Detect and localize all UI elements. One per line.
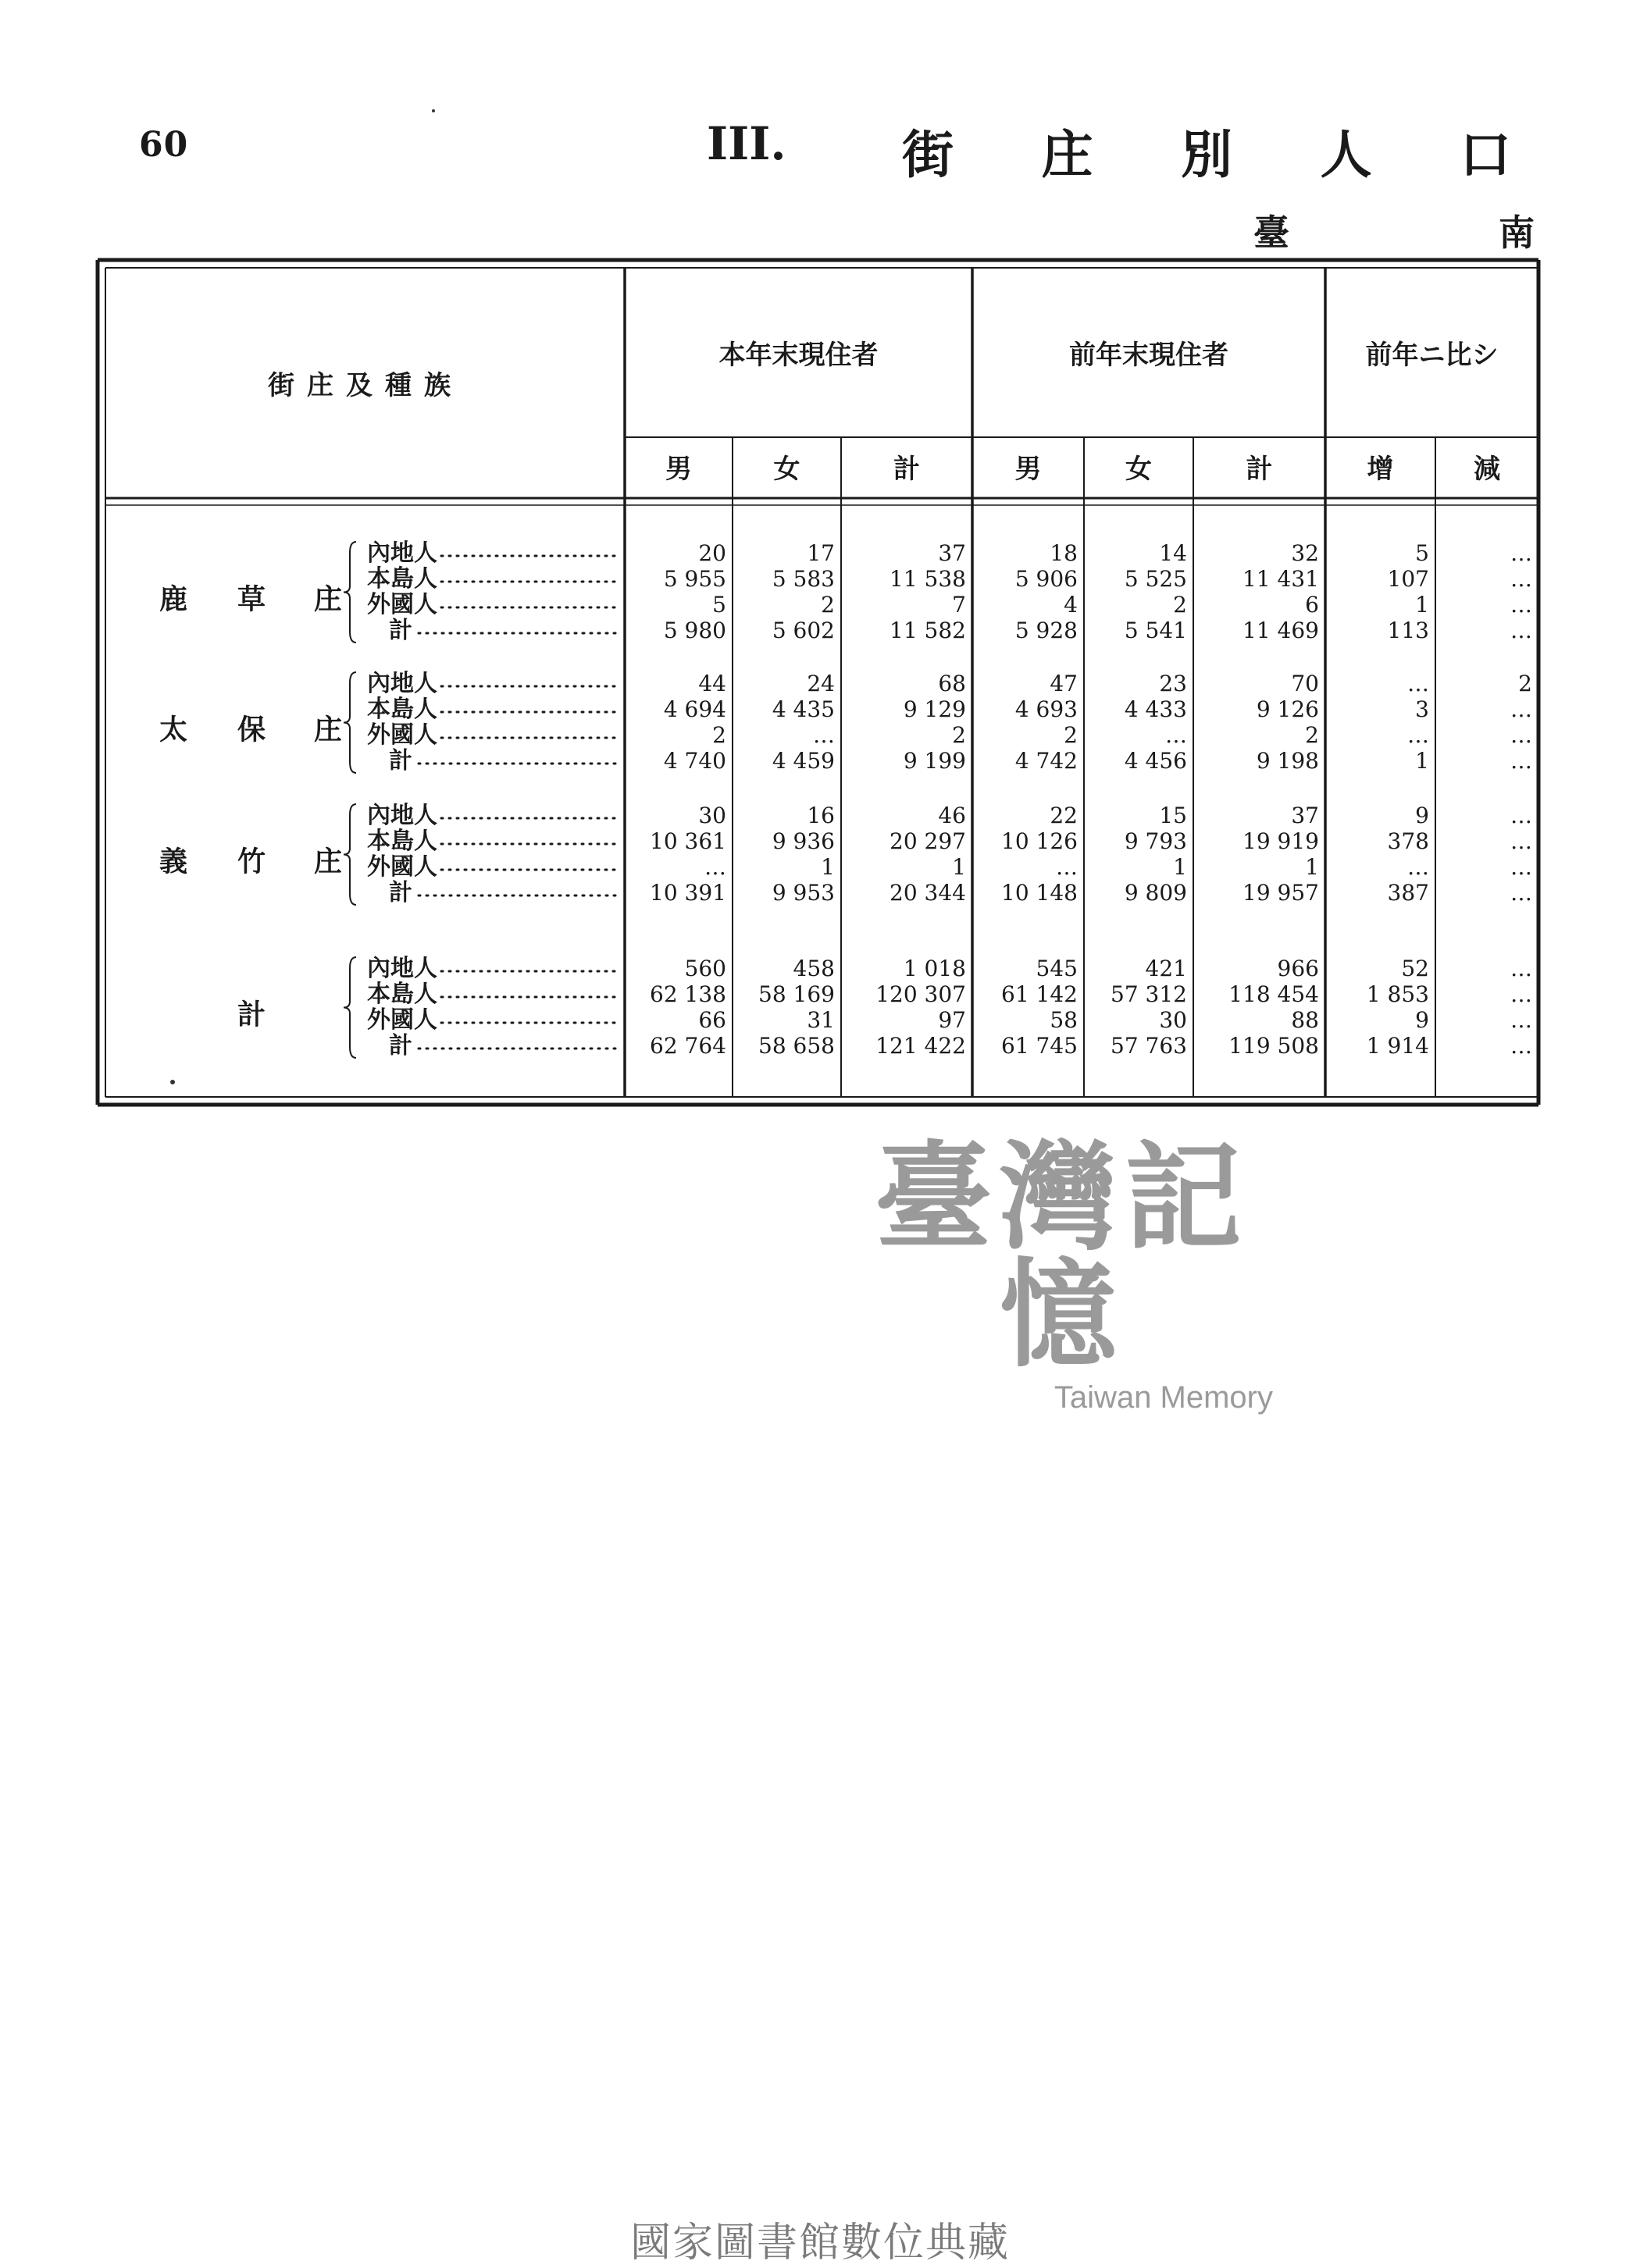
table-cell-value: 1 bbox=[821, 854, 835, 880]
table-cell-value: 30 bbox=[698, 803, 726, 828]
column-subheader: 增 bbox=[1367, 454, 1394, 485]
table-cell-value: 421 bbox=[1145, 956, 1187, 981]
section-name: 計 bbox=[237, 998, 266, 1031]
table-cell-value: … bbox=[1510, 981, 1532, 1007]
column-subheader: 女 bbox=[773, 454, 800, 485]
table-cell-value: 2 bbox=[1305, 722, 1319, 748]
table-cell-value: 107 bbox=[1387, 566, 1429, 592]
table-cell-value: 19 919 bbox=[1242, 828, 1319, 854]
table-cell-value: … bbox=[1510, 540, 1532, 566]
table-cell-value: 20 344 bbox=[890, 880, 966, 906]
table-cell-value: 11 582 bbox=[890, 618, 966, 643]
table-cell-value: 4 433 bbox=[1124, 696, 1187, 722]
table-cell-value: 20 bbox=[698, 540, 726, 566]
table-cell-value: … bbox=[1510, 748, 1532, 774]
table-cell-value: 6 bbox=[1305, 592, 1319, 618]
page-number: 60 bbox=[139, 125, 189, 165]
prefecture-char: 臺 bbox=[1253, 212, 1289, 254]
section-title-char: 別 bbox=[1181, 124, 1232, 185]
section-title-char: 口 bbox=[1460, 124, 1511, 185]
table-cell-value: 9 936 bbox=[772, 828, 835, 854]
table-cell-value: 16 bbox=[807, 803, 835, 828]
table-cell-value: 44 bbox=[698, 671, 726, 696]
prefecture-label bbox=[1253, 205, 1535, 256]
section-name-char: 草 bbox=[237, 582, 266, 616]
table-cell-value: 46 bbox=[938, 803, 966, 828]
table-cell-value: 2 bbox=[1173, 592, 1187, 618]
row-label: 本島人 bbox=[367, 565, 437, 593]
row-group-brace bbox=[344, 804, 356, 905]
table-cell-value: 121 422 bbox=[875, 1033, 966, 1059]
table-cell-value: 5 bbox=[712, 592, 726, 618]
table-cell-value: 10 391 bbox=[650, 880, 726, 906]
table-cell-value: 2 bbox=[1518, 671, 1532, 696]
table-cell-value: 118 454 bbox=[1228, 981, 1319, 1007]
table-cell-value: … bbox=[704, 854, 726, 880]
table-cell-value: … bbox=[1407, 722, 1429, 748]
table-cell-value: 2 bbox=[1064, 722, 1078, 748]
table-cell-value: 4 459 bbox=[772, 748, 835, 774]
table-cell-value: 10 361 bbox=[650, 828, 726, 854]
table-cell-value: 9 793 bbox=[1124, 828, 1187, 854]
table-cell-value: 545 bbox=[1036, 956, 1078, 981]
row-group-brace bbox=[344, 542, 356, 643]
table-cell-value: 4 435 bbox=[772, 696, 835, 722]
column-subheader: 男 bbox=[665, 454, 692, 485]
table-cell-value: 62 138 bbox=[650, 981, 726, 1007]
watermark-logo bbox=[820, 1130, 1304, 1415]
table-cell-value: … bbox=[1510, 854, 1532, 880]
row-label: 內地人 bbox=[367, 802, 437, 829]
table-cell-value: 5 955 bbox=[663, 566, 726, 592]
table-cell-value: 5 541 bbox=[1124, 618, 1187, 643]
row-label: 外國人 bbox=[367, 1006, 437, 1034]
table-cell-value: … bbox=[813, 722, 835, 748]
section-name-char: 竹 bbox=[237, 845, 266, 878]
table-cell-value: … bbox=[1510, 1007, 1532, 1033]
column-subheader: 計 bbox=[1246, 454, 1273, 485]
table-cell-value: 4 693 bbox=[1014, 696, 1078, 722]
table-cell-value: 5 980 bbox=[663, 618, 726, 643]
table-cell-value: 17 bbox=[807, 540, 835, 566]
table-cell-value: 24 bbox=[807, 671, 835, 696]
row-header-label-char: 族 bbox=[424, 370, 451, 401]
column-subheader: 計 bbox=[893, 454, 920, 485]
table-cell-value: 4 bbox=[1064, 592, 1078, 618]
table-cell-value: 1 853 bbox=[1366, 981, 1429, 1007]
table-cell-value: 3 bbox=[1415, 696, 1429, 722]
table-cell-value: … bbox=[1510, 880, 1532, 906]
row-label: 計 bbox=[389, 1032, 412, 1059]
table-cell-value: … bbox=[1056, 854, 1078, 880]
table-cell-value: 97 bbox=[938, 1007, 966, 1033]
column-group-header: 前年末現住者 bbox=[1069, 340, 1228, 371]
table-cell-value: 1 bbox=[1415, 592, 1429, 618]
table-cell-value: 62 764 bbox=[650, 1033, 726, 1059]
table-cell-value: … bbox=[1407, 671, 1429, 696]
stray-dot bbox=[432, 109, 435, 112]
table-cell-value: 5 602 bbox=[772, 618, 835, 643]
table-cell-value: 4 742 bbox=[1014, 748, 1078, 774]
table-cell-value: 57 312 bbox=[1111, 981, 1187, 1007]
row-label: 本島人 bbox=[367, 828, 437, 855]
section-title-char: 庄 bbox=[1041, 124, 1093, 185]
row-label: 外國人 bbox=[367, 721, 437, 749]
table-cell-value: 23 bbox=[1159, 671, 1187, 696]
column-group-header: 前年ニ比シ bbox=[1365, 340, 1499, 371]
table-cell-value: 58 bbox=[1050, 1007, 1078, 1033]
table-cell-value: 7 bbox=[952, 592, 966, 618]
table-cell-value: … bbox=[1510, 566, 1532, 592]
row-label: 計 bbox=[389, 617, 412, 644]
column-group-header: 本年末現住者 bbox=[718, 340, 879, 371]
table-cell-value: 5 928 bbox=[1014, 618, 1078, 643]
section-name-char: 庄 bbox=[313, 713, 343, 746]
table-cell-value: 66 bbox=[698, 1007, 726, 1033]
table-cell-value: 378 bbox=[1387, 828, 1429, 854]
table-cell-value: 2 bbox=[952, 722, 966, 748]
table-cell-value: 22 bbox=[1050, 803, 1078, 828]
section-name-char: 保 bbox=[237, 713, 266, 746]
section-name-char: 鹿 bbox=[159, 582, 188, 616]
table-cell-value: 70 bbox=[1291, 671, 1319, 696]
table-cell-value: … bbox=[1510, 956, 1532, 981]
row-header-label-char: 庄 bbox=[307, 370, 333, 401]
table-cell-value: 18 bbox=[1050, 540, 1078, 566]
table-cell-value: 11 538 bbox=[890, 566, 966, 592]
table-cell-value: 10 148 bbox=[1001, 880, 1078, 906]
row-header-label-char: 及 bbox=[346, 370, 373, 401]
section-numeral: III. bbox=[707, 117, 786, 170]
table-cell-value: 1 bbox=[1305, 854, 1319, 880]
table-cell-value: 4 456 bbox=[1124, 748, 1187, 774]
table-cell-value: 113 bbox=[1387, 618, 1429, 643]
table-cell-value: 19 957 bbox=[1242, 880, 1319, 906]
table-cell-value: 61 142 bbox=[1001, 981, 1078, 1007]
row-group-brace bbox=[344, 672, 356, 773]
table-cell-value: 30 bbox=[1159, 1007, 1187, 1033]
table-cell-value: … bbox=[1407, 854, 1429, 880]
section-title-char: 街 bbox=[902, 124, 954, 185]
prefecture-char: 南 bbox=[1499, 212, 1535, 254]
table-cell-value: 560 bbox=[684, 956, 726, 981]
column-subheader: 男 bbox=[1014, 454, 1042, 485]
table-cell-value: 966 bbox=[1277, 956, 1319, 981]
table-cell-value: 458 bbox=[793, 956, 835, 981]
table-cell-value: 68 bbox=[938, 671, 966, 696]
table-cell-value: 11 431 bbox=[1242, 566, 1319, 592]
row-label: 內地人 bbox=[367, 670, 437, 697]
table-cell-value: 20 297 bbox=[890, 828, 966, 854]
table-cell-value: … bbox=[1510, 618, 1532, 643]
table-cell-value: … bbox=[1510, 592, 1532, 618]
table-cell-value: 9 126 bbox=[1256, 696, 1319, 722]
row-label: 內地人 bbox=[367, 539, 437, 567]
table-cell-value: … bbox=[1510, 828, 1532, 854]
row-header-label-char: 種 bbox=[385, 370, 412, 401]
section-title bbox=[902, 113, 1511, 187]
table-cell-value: … bbox=[1165, 722, 1187, 748]
watermark-sub: Taiwan Memory bbox=[1054, 1380, 1273, 1415]
table-cell-value: 1 bbox=[1173, 854, 1187, 880]
table-cell-value: 2 bbox=[712, 722, 726, 748]
table-cell-value: 9 bbox=[1415, 803, 1429, 828]
table-cell-value: 1 bbox=[1415, 748, 1429, 774]
table-cell-value: 58 658 bbox=[758, 1033, 835, 1059]
stray-dot bbox=[170, 1080, 175, 1084]
table-cell-value: 11 469 bbox=[1242, 618, 1319, 643]
column-subheader: 女 bbox=[1125, 454, 1152, 485]
watermark-main: 臺灣記憶 bbox=[874, 1130, 1250, 1383]
section-name-char: 義 bbox=[159, 845, 188, 878]
table-cell-value: 120 307 bbox=[875, 981, 966, 1007]
row-label: 本島人 bbox=[367, 696, 437, 723]
table-cell-value: … bbox=[1510, 1033, 1532, 1059]
row-label: 內地人 bbox=[367, 955, 437, 982]
table-cell-value: … bbox=[1510, 722, 1532, 748]
table-cell-value: 9 198 bbox=[1256, 748, 1319, 774]
table-cell-value: 47 bbox=[1050, 671, 1078, 696]
section-name-char: 庄 bbox=[313, 845, 343, 878]
table-cell-value: 2 bbox=[821, 592, 835, 618]
table-cell-value: 52 bbox=[1401, 956, 1429, 981]
table-cell-value: 32 bbox=[1291, 540, 1319, 566]
section-name-char: 太 bbox=[159, 713, 188, 746]
table-cell-value: 15 bbox=[1159, 803, 1187, 828]
table-cell-value: 1 914 bbox=[1366, 1033, 1429, 1059]
table-cell-value: 9 bbox=[1415, 1007, 1429, 1033]
table-cell-value: 5 906 bbox=[1014, 566, 1078, 592]
table-cell-value: 10 126 bbox=[1001, 828, 1078, 854]
table-cell-value: … bbox=[1510, 696, 1532, 722]
table-cell-value: 119 508 bbox=[1228, 1033, 1319, 1059]
table-cell-value: 5 583 bbox=[772, 566, 835, 592]
row-header-label-char: 街 bbox=[268, 370, 294, 401]
table-cell-value: 1 bbox=[952, 854, 966, 880]
table-cell-value: 88 bbox=[1291, 1007, 1319, 1033]
table-cell-value: 61 745 bbox=[1001, 1033, 1078, 1059]
row-label: 本島人 bbox=[367, 981, 437, 1008]
table-cell-value: 37 bbox=[1291, 803, 1319, 828]
section-name-char: 庄 bbox=[313, 582, 343, 616]
row-label: 計 bbox=[389, 879, 412, 906]
row-label: 外國人 bbox=[367, 853, 437, 881]
table-cell-value: 9 953 bbox=[772, 880, 835, 906]
footer-credit: 國家圖書館數位典藏 bbox=[629, 2220, 1010, 2266]
row-group-brace bbox=[344, 957, 356, 1058]
table-cell-value: 58 169 bbox=[758, 981, 835, 1007]
table-cell-value: 57 763 bbox=[1111, 1033, 1187, 1059]
column-subheader: 減 bbox=[1474, 454, 1500, 485]
table-cell-value: 387 bbox=[1387, 880, 1429, 906]
table-cell-value: 4 694 bbox=[663, 696, 726, 722]
table-cell-value: 5 bbox=[1415, 540, 1429, 566]
table-cell-value: 1 018 bbox=[903, 956, 966, 981]
row-label: 計 bbox=[389, 747, 412, 774]
table-cell-value: 14 bbox=[1159, 540, 1187, 566]
table-cell-value: 9 129 bbox=[903, 696, 966, 722]
row-label: 外國人 bbox=[367, 591, 437, 618]
table-cell-value: 9 199 bbox=[903, 748, 966, 774]
table-cell-value: 4 740 bbox=[663, 748, 726, 774]
table-cell-value: 37 bbox=[938, 540, 966, 566]
table-cell-value: 31 bbox=[807, 1007, 835, 1033]
table-cell-value: 5 525 bbox=[1124, 566, 1187, 592]
table-cell-value: 9 809 bbox=[1124, 880, 1187, 906]
table-cell-value: … bbox=[1510, 803, 1532, 828]
section-title-char: 人 bbox=[1320, 124, 1372, 185]
